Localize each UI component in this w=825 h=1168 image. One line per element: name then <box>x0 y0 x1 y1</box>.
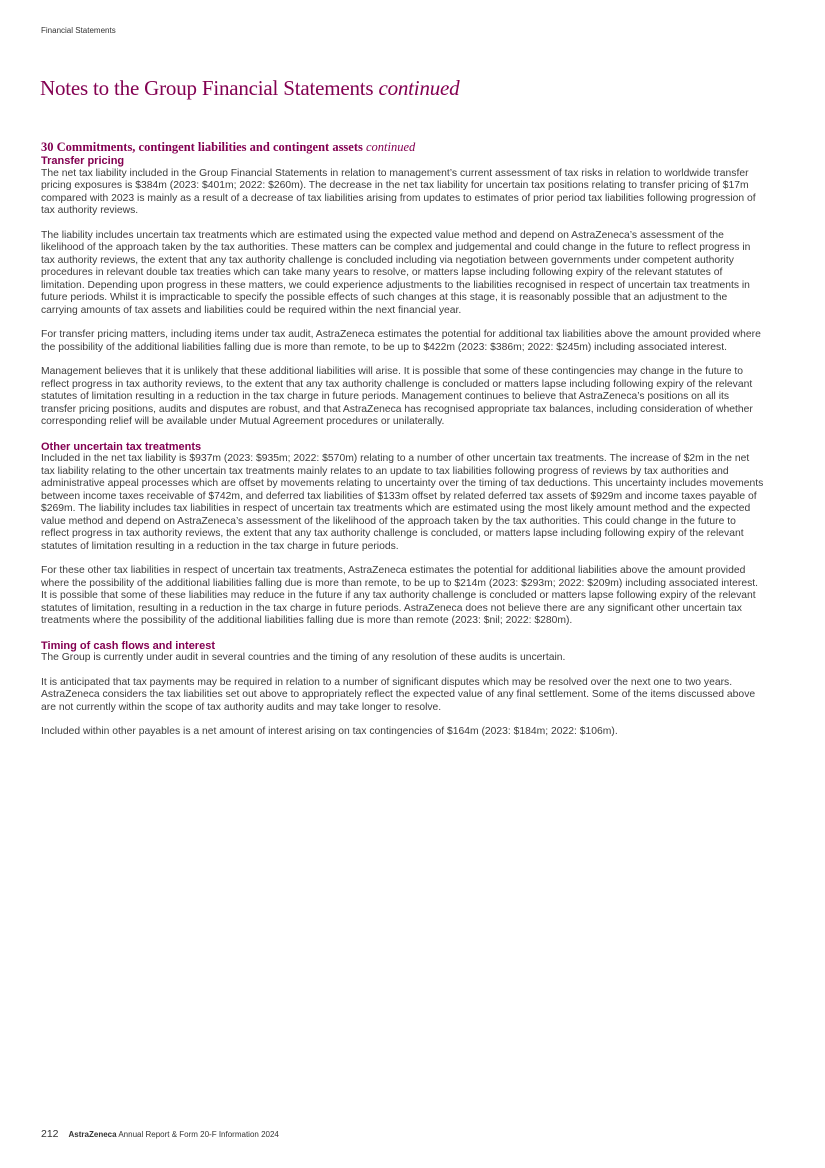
page-footer <box>41 1128 279 1140</box>
timing-paragraph: It is anticipated that tax payments may be required in relation to a number of significant disputes which may be resolved over the next one to two years. AstraZeneca considers the tax liabilities set out above to appropriately reflect the expected value of any final settlement. Some of the items discussed above are not currently within the scope of tax authority audits and may take longer to resolve. <box>41 676 756 713</box>
timing-paragraph: The Group is currently under audit in several countries and the timing of any resolution of these audits is uncertain. <box>41 652 566 663</box>
section-heading-text: 30 Commitments, contingent liabilities and contingent assets <box>41 140 363 154</box>
page-number: 212 <box>41 1128 59 1140</box>
timing-heading: Timing of cash flows and interest <box>41 639 215 652</box>
page-title-continued: continued <box>378 76 460 100</box>
running-head: Financial Statements <box>41 26 116 35</box>
main-content <box>41 140 765 751</box>
timing-paragraph: Included within other payables is a net amount of interest arising on tax contingencies of $164m (2023: $184m; 2022: $106m). <box>41 726 618 737</box>
transfer-pricing-heading: Transfer pricing <box>41 155 125 167</box>
transfer-pricing-paragraph: For transfer pricing matters, including items under tax audit, AstraZeneca estimates the potential for additional tax liabilities above the amount provided where the possibility of the additional liabilities falling due is more than remote, to be up to $422m (2023: $386m; 2022: $245m) including associated interest. <box>41 329 761 353</box>
footer-brand: AstraZeneca <box>68 1130 117 1139</box>
other-uncertain-paragraph: Included in the net tax liability is $937m (2023: $935m; 2022: $570m) relating to a number of other uncertain tax treatments. The increase of $2m in the net tax liability relating to the other uncertain tax treatments mainly relates to an update to tax liabilities following progress of reviews by tax authorities and administrative appeal processes which are offset by movements relating to uncertainty over the timing of tax deductions. This uncertainty includes movements between income taxes receivable of $742m, and deferred tax liabilities of $133m offset by related deferred tax assets of $929m and income taxes payable of $269m. The liability includes tax liabilities in respect of uncertain tax treatments which are estimated using the most likely amount method and the expected value method and depend on AstraZeneca’s assessment of the likelihood of the approach taken by the tax authorities. This could change in the future to reflect progress in tax authority reviews, the extent that any tax authority challenge is concluded, or matters lapse including following expiry of the relevant statutes of limitation resulting in a reduction in the tax charge in future periods. <box>41 453 764 552</box>
transfer-pricing-paragraph: The net tax liability included in the Group Financial Statements in relation to management’s current assessment of tax risks in relation to worldwide transfer pricing exposures is $384m (2023: $401m; 2022: $260m). The decrease in the net tax liability for uncertain tax positions relating to transfer pricing of $17m compared with 2023 is mainly as a result of a decrease of tax liabilities arising from updates to estimates of prior period tax liabilities following progression of tax authority reviews. <box>41 167 756 216</box>
transfer-pricing-paragraph: The liability includes uncertain tax treatments which are estimated using the expected value method and depend on AstraZeneca’s assessment of the likelihood of the approach taken by the tax authorities. These matters can be complex and judgemental and could change in the future to reflect progress in tax authority reviews, the extent that any tax authority challenge is concluded including via negotiation between governments under competent authority procedures in relevant double tax treaties which can take many years to resolve, or matters lapse including following expiry of the relevant statutes of limitation. Depending upon progress in these matters, we could experience adjustments to the liabilities recognised in respect of uncertain tax treatments in future periods. Whilst it is impracticable to specify the possible effects of such changes at this stage, it is reasonably possible that an adjustment to the carrying amounts of tax assets and liabilities could be required within the next financial year. <box>41 229 751 316</box>
footer-report-title: Annual Report & Form 20-F Information 2024 <box>118 1130 279 1139</box>
page-title <box>40 76 459 101</box>
transfer-pricing-paragraph: Management believes that it is unlikely that these additional liabilities will arise. It is possible that some of these contingencies may change in the future to reflect progress in tax authority reviews, to the extent that any tax authority challenge is concluded or matters lapse including following expiry of the relevant statutes of limitation resulting in a reduction in the tax charge in future periods. Management continues to believe that AstraZeneca’s positions on all its transfer pricing positions, audits and disputes are robust, and that AstraZeneca has recognised appropriate tax balances, including consideration of whether corresponding relief will be available under Mutual Agreement procedures or unilaterally. <box>41 366 753 427</box>
section-heading <box>41 140 765 155</box>
other-uncertain-paragraph: For these other tax liabilities in respect of uncertain tax treatments, AstraZeneca estimates the potential for additional liabilities above the amount provided where the possibility of the additional liabilities falling due is more than remote, to be up to $214m (2023: $293m; 2022: $209m) including associated interest. It is possible that some of these liabilities may reduce in the future if any tax authority challenge is concluded or matters lapse following expiry of the relevant statutes of limitation, resulting in a reduction in the tax charge in future periods. AstraZeneca does not believe there are any significant other uncertain tax treatments where the possibility of the additional liabilities falling due is more than remote (2023: $nil; 2022: $280m). <box>41 565 759 626</box>
other-uncertain-heading: Other uncertain tax treatments <box>41 440 202 453</box>
section-heading-continued: continued <box>366 140 416 154</box>
page-title-text: Notes to the Group Financial Statements <box>40 76 374 100</box>
